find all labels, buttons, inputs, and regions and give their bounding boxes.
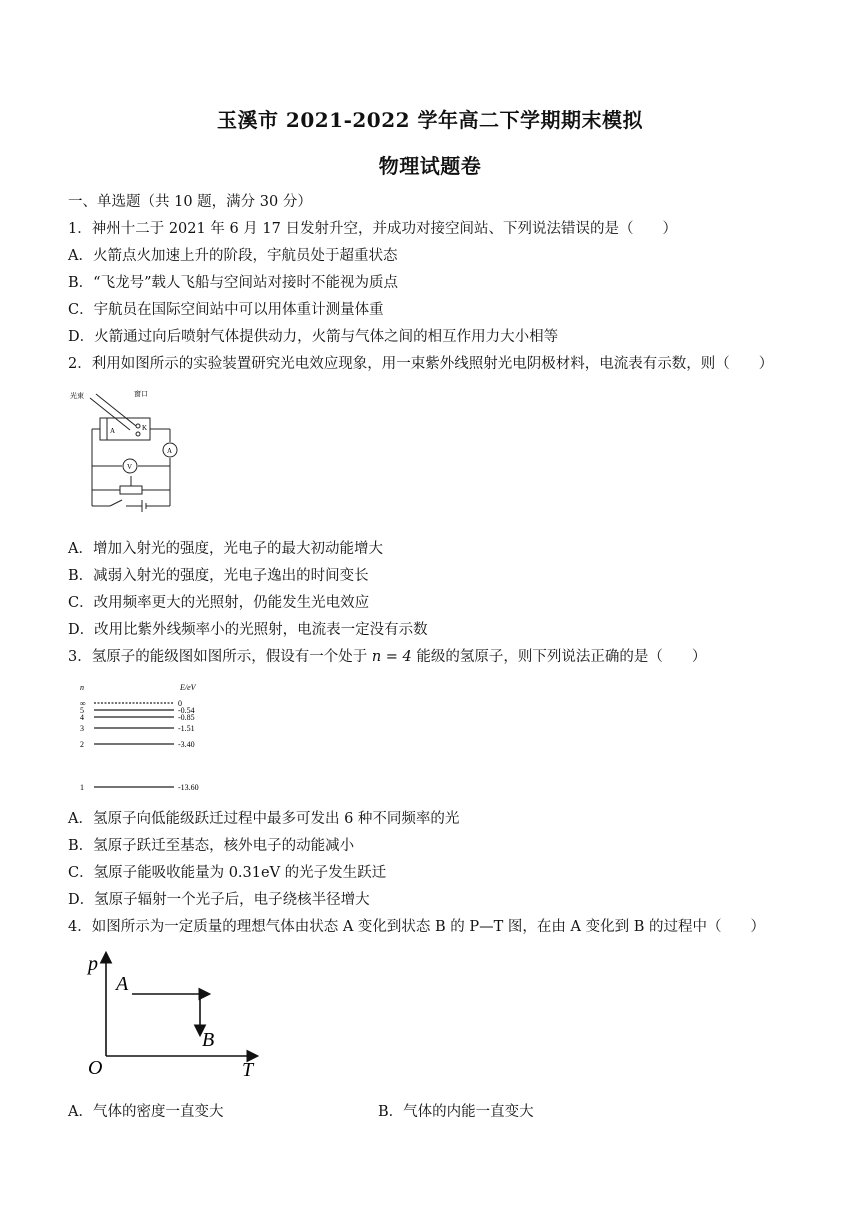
light-beam-label: 光束 [70,392,84,400]
question-3-stem-math: n = 4 [371,649,412,665]
level-n-5: 5 [80,706,84,715]
energy-level-diagram [76,680,226,795]
level-e-2: -3.40 [178,740,195,749]
level-e-3: -1.51 [178,724,195,733]
anode-label: A [110,427,116,435]
question-2-option-b: B．减弱入射光的强度，光电子逸出的时间变长 [68,568,369,584]
question-4-option-a: A．气体的密度一直变大 [68,1104,224,1120]
p-t-graph [84,948,264,1078]
point-b-label: B [202,1029,215,1051]
question-2-option-d: D．改用比紫外线频率小的光照射，电流表一定没有示数 [68,622,428,638]
question-3-stem-suffix: 能级的氢原子，则下列说法正确的是（ ） [416,649,707,665]
voltmeter-label: V [127,463,133,471]
section-heading: 一、单选题（共 10 题，满分 30 分） [68,194,312,210]
ammeter-label: A [167,447,173,455]
exam-subtitle: 物理试题卷 [378,154,482,178]
question-3-stem-prefix: 3．氢原子的能级图如图所示，假设有一个处于 [68,649,368,665]
photoelectric-circuit-figure [70,388,190,518]
question-2-option-c: C．改用频率更大的光照射，仍能发生光电效应 [68,595,370,611]
question-3-option-d: D．氢原子辐射一个光子后，电子绕核半径增大 [68,892,370,908]
question-3-stem [68,645,706,666]
question-2-option-a: A．增加入射光的强度，光电子的最大初动能增大 [68,541,383,557]
cathode-label: K [142,424,148,432]
level-e-1: -13.60 [178,783,199,792]
point-a-label: A [116,973,129,995]
level-n-1: 1 [80,783,84,792]
question-1-stem: 1．神州十二于 2021 年 6 月 17 日发射升空，并成功对接空间站、下列说法错误的是（ ） [68,221,677,237]
level-e-inf: 0 [178,699,182,708]
question-1-option-a: A．火箭点火加速上升的阶段，宇航员处于超重状态 [68,248,398,264]
level-n-4: 4 [80,713,84,722]
t-axis-label: T [242,1059,254,1078]
energy-n-header: n [80,683,84,692]
window-label: 窗口 [134,390,148,398]
question-1-option-c: C．宇航员在国际空间站中可以用体重计测量体重 [68,302,384,318]
question-4-stem: 4．如图所示为一定质量的理想气体由状态 A 变化到状态 B 的 P—T 图，在由 A 变化到 B 的过程中（ ） [68,919,765,935]
question-1-option-b: B．“飞龙号”载人飞船与空间站对接时不能视为质点 [68,275,398,291]
level-n-2: 2 [80,740,84,749]
question-3-option-b: B．氢原子跃迁至基态，核外电子的动能减小 [68,838,355,854]
energy-e-header: E/eV [180,683,196,692]
exam-title: 玉溪市 2021-2022 学年高二下学期期末模拟 [216,108,644,132]
level-e-4: -0.85 [178,713,195,722]
p-axis-label: p [88,953,98,975]
level-e-5: -0.54 [178,706,195,715]
question-1-option-d: D．火箭通过向后喷射气体提供动力，火箭与气体之间的相互作用力大小相等 [68,329,559,345]
question-4-option-b: B．气体的内能一直变大 [378,1104,534,1120]
question-3-option-c: C．氢原子能吸收能量为 0.31eV 的光子发生跃迁 [68,865,387,881]
question-3-option-a: A．氢原子向低能级跃迁过程中最多可发出 6 种不同频率的光 [68,811,460,827]
level-n-3: 3 [80,724,84,733]
origin-label: O [88,1057,103,1078]
question-2-stem: 2．利用如图所示的实验装置研究光电效应现象，用一束紫外线照射光电阴极材料，电流表有示数，则（ ） [68,356,774,372]
level-n-inf: ∞ [80,699,86,708]
